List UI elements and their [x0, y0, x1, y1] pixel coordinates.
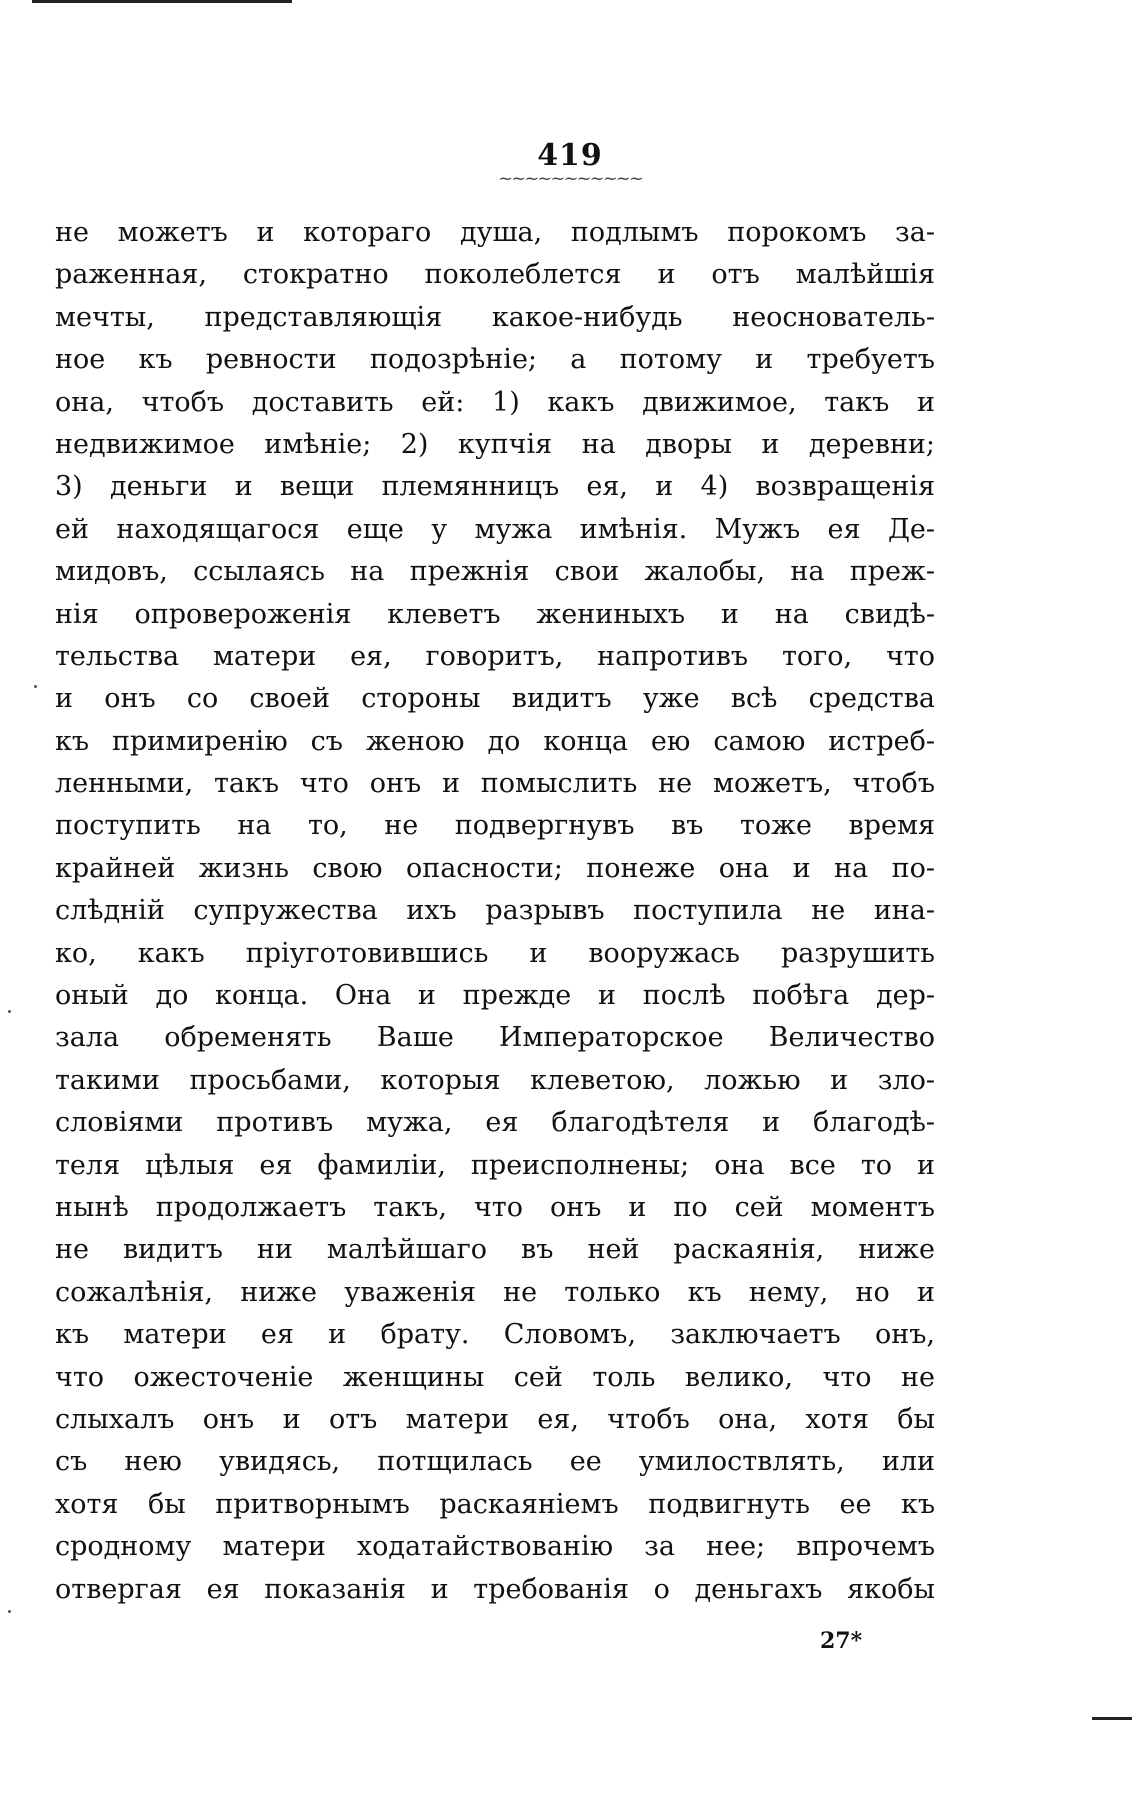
- signature-mark: 27*: [820, 1628, 863, 1654]
- text-line: она, чтобъ доставить ей: 1) какъ движимое, такъ и: [55, 386, 935, 418]
- text-line: и онъ со своей стороны видитъ уже всѣ средства: [55, 683, 935, 715]
- bottom-rule: [1092, 1717, 1132, 1720]
- text-line: къ примиренію съ женою до конца ею самою истреб-: [55, 725, 935, 757]
- text-line: съ нею увидясь, потщилась ее умилоствлять, или: [55, 1446, 935, 1478]
- text-line: такими просьбами, которыя клеветою, ложью и зло-: [55, 1064, 935, 1096]
- text-line: ленными, такъ что онъ и помыслить не можетъ, чтобъ: [55, 768, 935, 800]
- text-line: слыхалъ онъ и отъ матери ея, чтобъ она, хотя бы: [55, 1403, 935, 1435]
- page-number: 419: [537, 138, 603, 173]
- text-line: хотя бы притворнымъ раскаяніемъ подвигнуть ее къ: [55, 1488, 935, 1520]
- text-line: зала обременять Ваше Императорское Величество: [55, 1022, 935, 1054]
- text-line: что ожесточеніе женщины сей толь велико, что не: [55, 1361, 935, 1393]
- text-line: словіями противъ мужа, ея благодѣтеля и благодѣ-: [55, 1107, 935, 1139]
- text-line: тельства матери ея, говоритъ, напротивъ того, что: [55, 640, 935, 672]
- text-line: теля цѣлыя ея фамиліи, преисполнены; она все то и: [55, 1149, 935, 1181]
- paper-speck: [8, 1610, 11, 1613]
- text-line: къ матери ея и брату. Словомъ, заключаетъ онъ,: [55, 1319, 935, 1351]
- text-line: раженная, стократно поколеблется и отъ малѣйшія: [55, 259, 935, 291]
- text-line: слѣдній супружества ихъ разрывъ поступила не ина-: [55, 895, 935, 927]
- text-line: оный до конца. Она и прежде и послѣ побѣга дер-: [55, 980, 935, 1012]
- text-line: недвижимое имѣніе; 2) купчія на дворы и деревни;: [55, 428, 935, 460]
- text-line: 3) деньги и вещи племянницъ ея, и 4) возвращенія: [55, 471, 935, 503]
- text-line: нія опровероженія клеветъ жениныхъ и на свидѣ-: [55, 598, 935, 630]
- body-text: [55, 212, 935, 1611]
- text-line: ко, какъ пріуготовившись и вооружась разрушить: [55, 937, 935, 969]
- text-line: поступить на то, не подвергнувъ въ тоже время: [55, 810, 935, 842]
- text-line: нынѣ продолжаетъ такъ, что онъ и по сей моментъ: [55, 1191, 935, 1223]
- text-line: мечты, представляющія какое-нибудь неоснователь-: [55, 301, 935, 333]
- text-line: сродному матери ходатайствованію за нее; впрочемъ: [55, 1531, 935, 1563]
- paper-speck: [8, 1010, 11, 1013]
- top-rule: [32, 0, 292, 3]
- text-line: отвергая ея показанія и требованія о деньгахъ якобы: [55, 1573, 935, 1605]
- text-line: крайней жизнь свою опасности; понеже она и на по-: [55, 852, 935, 884]
- text-line: не можетъ и котораго душа, подлымъ порокомъ за-: [55, 217, 935, 248]
- header-ornament: ~~~~~~~~~~~: [498, 168, 642, 189]
- text-line: ное къ ревности подозрѣніе; а потому и требуетъ: [55, 344, 935, 376]
- text-line: мидовъ, ссылаясь на прежнія свои жалобы, на преж-: [55, 556, 935, 588]
- text-line: сожалѣнія, ниже уваженія не только къ нему, но и: [55, 1276, 935, 1308]
- paper-speck: [34, 685, 37, 688]
- text-line: ей находящагося еще у мужа имѣнія. Мужъ ея Де-: [55, 513, 935, 545]
- text-line: не видитъ ни малѣйшаго въ ней раскаянія, ниже: [55, 1234, 935, 1266]
